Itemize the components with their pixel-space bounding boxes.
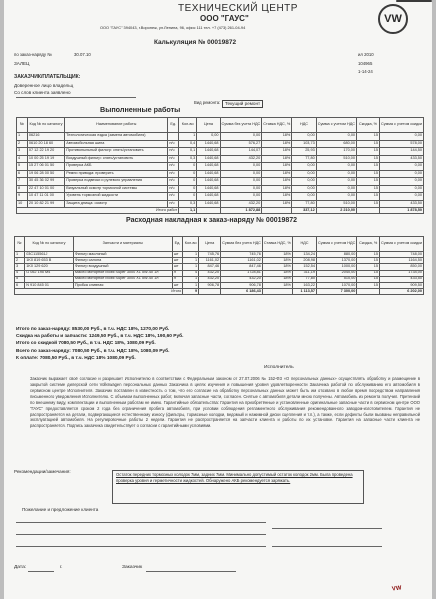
parts-table-cell: Масло моторное Mobil Super 3000 X1 5W-40 1л xyxy=(73,270,172,276)
works-table-cell: 680,00 xyxy=(316,140,356,148)
parts-table-cell: 432,20 xyxy=(221,276,263,282)
works-table-cell: 1440,68 xyxy=(197,200,220,208)
repair-type-value: Текущий ремонт xyxy=(222,100,263,108)
works-table-cell: 0,3 xyxy=(179,200,197,208)
parts-table-cell: 18% xyxy=(262,276,292,282)
works-table-cell: 0,00 xyxy=(379,170,423,178)
works-header-cell: Сумма без учета НДС xyxy=(220,118,262,133)
works-table-cell: 510,00 xyxy=(316,155,356,163)
parts-table-cell: 1 xyxy=(183,258,199,264)
parts-table-cell: 2 xyxy=(15,258,25,264)
works-table-cell: 0 xyxy=(179,185,197,193)
works-table-cell: 144,50 xyxy=(379,148,423,156)
parts-table-cell: 1 xyxy=(183,252,199,258)
works-table-cell: 0,1 xyxy=(179,148,197,156)
works-table-cell: н/ч xyxy=(168,148,179,156)
order-date: 30.07.10 xyxy=(74,52,91,57)
works-table-cell: 0,00 xyxy=(316,133,356,141)
works-table-cell: 0,00 xyxy=(292,193,316,201)
parts-table-cell: 1 xyxy=(183,264,199,270)
parts-table-cell: N 910 845 01 xyxy=(25,282,74,288)
parts-table-cell: 909,50 xyxy=(379,282,423,288)
works-table-cell: 0,00 xyxy=(292,163,316,171)
works-table-cell: 170,00 xyxy=(316,148,356,156)
parts-table-cell: 1K0 129 620 xyxy=(25,264,74,270)
works-table-cell: 510,00 xyxy=(316,200,356,208)
works-table-cell: н/ч xyxy=(168,178,179,186)
parts-table-cell: 18% xyxy=(262,264,292,270)
works-table-cell: 15 xyxy=(357,148,380,156)
works-table-cell: 15 xyxy=(357,200,380,208)
summary-line: Всего по заказ-наряду: 7080,50 Руб., в т.ч. НДС 18%, 1080,09 Руб. xyxy=(16,348,170,354)
customer-proxy: Доверенное лицо владельц xyxy=(14,83,74,88)
recommendations-label: Рекомендации/замечания: xyxy=(14,469,71,474)
parts-table-cell: 510,00 xyxy=(317,276,357,282)
works-table-cell: 22 47 10 01 00 xyxy=(27,185,64,193)
parts-table-cell: 745,76 xyxy=(199,252,221,258)
works-table-cell: 10 00 25 19 19 xyxy=(27,155,64,163)
parts-header-cell: Код № по каталогу xyxy=(25,237,74,252)
works-table-cell: н/ч xyxy=(168,170,179,178)
parts-table-cell: 15 xyxy=(357,258,380,264)
works-table-row xyxy=(17,178,424,186)
works-table-cell: 18% xyxy=(262,185,292,193)
works-table-cell: 0,00 xyxy=(197,133,220,141)
works-table-cell: 576,27 xyxy=(220,140,262,148)
scan-corner-artifact xyxy=(396,0,432,2)
customer-claim: Со слов клиента заявлено xyxy=(14,90,71,95)
parts-total-cell xyxy=(357,289,380,295)
works-total-label: Итого работ xyxy=(17,208,179,214)
works-table-cell: Проверка АКБ xyxy=(65,163,168,171)
works-table-cell: 15 xyxy=(357,155,380,163)
summary-line: Скидка на работы и запчасти: 1249,50 Руб., в т.ч. НДС 18%, 190,60 Руб. xyxy=(16,334,184,340)
works-table-cell: 0 xyxy=(179,193,197,201)
works-table-cell: 0,00 xyxy=(220,133,262,141)
works-table-cell: Технологическая ездка (замена автомобиля) xyxy=(65,133,168,141)
wishes-label: Пожелание и предложение клиента xyxy=(22,507,99,512)
works-total-cell xyxy=(357,208,380,214)
works-table-cell: 0,00 xyxy=(379,178,423,186)
parts-table-cell: 18% xyxy=(262,258,292,264)
parts-table-cell: 15 xyxy=(357,270,380,276)
parts-total-cell xyxy=(262,289,292,295)
parts-total-label: Итого xyxy=(15,289,183,295)
parts-table-cell: 18% xyxy=(262,270,292,276)
parts-table-cell: 432,20 xyxy=(199,270,221,276)
parts-header-cell: Ставка НДС, % xyxy=(262,237,292,252)
works-table-cell: 6 xyxy=(17,170,28,178)
summary-line: К оплате: 7080,50 Руб., в т.ч. НДС 18% 1080,09 Руб. xyxy=(16,355,136,361)
parts-total-cell: 6 202,00 xyxy=(379,289,423,295)
repair-type-label: Вид ремонта: xyxy=(194,100,221,105)
works-table-row xyxy=(17,200,424,208)
works-table-cell: 25,93 xyxy=(292,148,316,156)
parts-table-cell: 880,00 xyxy=(317,252,357,258)
footer-date-label: Дата: xyxy=(14,565,27,570)
works-header-cell: № xyxy=(17,118,28,133)
parts-table-cell: 1070,00 xyxy=(317,282,357,288)
works-table-cell: 18% xyxy=(262,155,292,163)
works-table-cell: 0,00 xyxy=(316,185,356,193)
works-table-cell: Уровень тормозной жидкости xyxy=(65,193,168,201)
parts-table-cell: Фильтр салона xyxy=(73,258,172,264)
works-table-cell: 0610 20 18 60 xyxy=(27,140,64,148)
works-table-row xyxy=(17,133,424,141)
parts-table-cell: 1K0 819 653 B xyxy=(25,258,74,264)
works-table-cell: 18% xyxy=(262,200,292,208)
parts-table-cell: 1728,81 xyxy=(221,270,263,276)
works-table-cell: 0,00 xyxy=(292,170,316,178)
works-table-cell: 0,00 xyxy=(379,193,423,201)
parts-header-cell: НДС xyxy=(292,237,316,252)
parts-table-cell: Масло моторное Mobil Super 3000 X1 5W-40 1л xyxy=(73,276,172,282)
works-table-cell: 0,00 xyxy=(316,170,356,178)
works-table-cell: 0,00 xyxy=(316,193,356,201)
works-table-cell: 06216 xyxy=(27,133,64,141)
header-left-line: ЗАЛЕЦ xyxy=(14,61,30,66)
works-header-cell: Кол-во xyxy=(179,118,197,133)
works-table-cell: 0 xyxy=(179,163,197,171)
parts-table-cell: 311,19 xyxy=(292,270,316,276)
works-table-cell: н/ч xyxy=(168,193,179,201)
parts-table-cell: 847,46 xyxy=(199,264,221,270)
parts-total-cell xyxy=(199,289,221,295)
volkswagen-logo-icon: VW xyxy=(378,4,408,34)
parts-table-cell: 03C115561J xyxy=(25,252,74,258)
works-table-cell: 0,00 xyxy=(379,133,423,141)
works-table-cell: 0,4 xyxy=(179,140,197,148)
header-right-2: 104965 xyxy=(358,61,373,66)
works-table-cell: 0,00 xyxy=(316,163,356,171)
parts-table-cell: 4 xyxy=(183,270,199,276)
parts-table-cell: 15 xyxy=(357,252,380,258)
footer-year: г. xyxy=(60,565,63,570)
parts-table-cell: G 052 195 M4 xyxy=(25,270,74,276)
recommendations-text: Остаток передних тормозных колодок 7мм, задних 7мм. Минимально допустимый остаток колодок 2мм. Была проведена проверка уровня и герметичности жидкостей. Обнаружено АКБ рекомендуется заряжать. xyxy=(116,472,353,484)
agreement-text: Заказчик выражает своё согласие и разрешает Исполнителю в соответствии с Федеральным законом от 27.07.2006 № 152-ФЗ «О персональных данных» осуществлять обработку и размещение в закрытой системе дилерской сети Volkswagen персональных данных Заказчика в целях изучения и повышения уровня удовлетворенности Заказчика работой по обслуживанию его автомобиля в сервисном центре Исполнителя. Заказчик поставлен в известность о том, что его согласие на обработку персональных данных может быть им отозвано в любое время посредством направления письменного уведомления Исполнителю. С объемом выполненных работ, включая запасные части, согласен. Снятые с автомобиля детали мною получены. Автомобиль из ремонта получил. Претензий по внешнему виду, комплектации и выполненным работам не имею. Гарантийные обязательства: Гарантия на приобретённые и установленные оригинальные запасные части в сервисном центре ООО "ГАУС" предоставляется сроком 2 года без ограничения пробега автомобиля, при условии соблюдения регламентного обслуживания рекомендованного заводом-изготовителем. Гарантия не распространяется на детали, подвергающиеся естественному износу (фильтры, тормозные колодки, ведомый и нажимной диски сцепления и т.п.), а также, если дефекты были вызваны неправильной эксплуатацией автомобиля. На регулировочные работы 2 недели. Гарантия не распространяется на запчасти клиента и работы по их установке. Гарантия на запасные части клиента не распространяется. Подпись заказчика свидетельствует о согласии с гарантийными условиями. xyxy=(30,376,420,429)
works-header-cell: Цена xyxy=(197,118,220,133)
parts-header-cell: № xyxy=(15,237,25,252)
works-table xyxy=(16,117,424,214)
parts-table-cell: 1000,00 xyxy=(317,264,357,270)
works-table-cell: 07 12 22 19 20 xyxy=(27,148,64,156)
parts-table-cell: Пробка сливная xyxy=(73,282,172,288)
works-table-row xyxy=(17,148,424,156)
works-table-row xyxy=(17,193,424,201)
parts-table-cell: 15 xyxy=(357,264,380,270)
parts-table-cell: 5 xyxy=(15,276,25,282)
parts-table-cell: шт xyxy=(172,258,182,264)
works-table-cell: 0,00 xyxy=(220,178,262,186)
parts-table-cell: л xyxy=(172,276,182,282)
works-table-cell: 103,73 xyxy=(292,140,316,148)
header-right-3: 1-14-24 xyxy=(358,69,373,74)
works-header-cell: Код № по каталогу xyxy=(27,118,64,133)
parts-table-cell: 1734,00 xyxy=(379,270,423,276)
parts-header-cell: Ед. xyxy=(172,237,182,252)
works-table-row xyxy=(17,170,424,178)
works-table-cell: 15 xyxy=(357,170,380,178)
recommendations-box xyxy=(112,470,364,504)
works-table-cell: 0,00 xyxy=(316,178,356,186)
works-table-row xyxy=(17,140,424,148)
works-table-cell: 0,00 xyxy=(292,133,316,141)
header-right-1: ил 2010 xyxy=(358,52,374,57)
parts-header-cell: Запчасти и материалы xyxy=(73,237,172,252)
works-header-cell: Ставка НДС, % xyxy=(262,118,292,133)
parts-table-cell: 134,24 xyxy=(292,252,316,258)
parts-table-cell: 1161,02 xyxy=(199,258,221,264)
parts-header-cell: Цена xyxy=(199,237,221,252)
works-table-cell: 432,20 xyxy=(220,155,262,163)
parts-table-cell: 2040,00 xyxy=(317,270,357,276)
works-header-cell: Ед. xyxy=(168,118,179,133)
parts-table-cell: 18% xyxy=(262,252,292,258)
parts-table-cell: 77,80 xyxy=(292,276,316,282)
company-name: ООО "ГАУС" xyxy=(200,14,249,23)
parts-table-cell: шт xyxy=(172,252,182,258)
works-table-cell: 15 27 06 01 50 xyxy=(27,163,64,171)
works-table-cell: 433,50 xyxy=(379,200,423,208)
parts-table-cell: Фильтр воздушный xyxy=(73,264,172,270)
parts-table-cell: 432,20 xyxy=(199,276,221,282)
works-title: Выполненные работы xyxy=(100,105,181,114)
works-table-cell: 0,00 xyxy=(379,185,423,193)
works-table-cell: н/ч xyxy=(168,200,179,208)
works-table-cell: 15 xyxy=(357,193,380,201)
parts-header-cell: Сумма без учета НДС xyxy=(221,237,263,252)
works-table-cell: 18% xyxy=(262,193,292,201)
works-total-row xyxy=(17,208,424,214)
works-table-cell: 18% xyxy=(262,170,292,178)
summary-line: Итого со скидкой 7080,50 Руб., в т.ч. НДС 18%, 1080,09 Руб. xyxy=(16,341,156,347)
works-table-cell: 0,00 xyxy=(220,170,262,178)
parts-table-cell: 850,00 xyxy=(379,264,423,270)
parts-table-cell: 1161,02 xyxy=(221,258,263,264)
works-table-cell: 2 xyxy=(17,140,28,148)
works-table-cell: 0 xyxy=(179,170,197,178)
customer-title: ЗАКАЗЧИК/ПЛАТЕЛЬЩИК: xyxy=(14,74,81,80)
parts-header-cell: Сумма с учетом НДС xyxy=(317,237,357,252)
works-total-cell: 1,1 xyxy=(179,208,197,214)
works-total-cell xyxy=(262,208,292,214)
parts-header-cell: Сумма с учетом скидки xyxy=(379,237,423,252)
works-table-cell: 0 xyxy=(179,178,197,186)
works-table-cell: 0,3 xyxy=(179,155,197,163)
works-header-cell: Скидка, % xyxy=(357,118,380,133)
parts-table-cell: 1370,00 xyxy=(317,258,357,264)
works-table-cell: 8 xyxy=(17,185,28,193)
works-table-cell: 15 xyxy=(357,133,380,141)
works-table-cell: 15 xyxy=(357,140,380,148)
works-table-cell: 30 45 36 02 99 xyxy=(27,178,64,186)
works-table-cell: н/ч xyxy=(168,140,179,148)
works-table-row xyxy=(17,163,424,171)
works-table-cell: 18% xyxy=(262,178,292,186)
parts-total-row xyxy=(15,289,424,295)
works-table-row xyxy=(17,155,424,163)
works-table-cell: 0,00 xyxy=(292,178,316,186)
company-address: ООО "ГАУС" 394043, г.Воронеж, ул.Ленина, 96, офис 111 тел. +7 (473) 261-04-94 xyxy=(100,25,246,30)
works-table-cell: 0,00 xyxy=(220,193,262,201)
parts-title: Расходная накладная к заказ-наряду № 00019872 xyxy=(126,217,298,224)
parts-total-cell: 9 xyxy=(183,289,199,295)
parts-table xyxy=(14,236,424,295)
parts-total-cell: 1 113,57 xyxy=(292,289,316,295)
center-title: ТЕХНИЧЕСКИЙ ЦЕНТР xyxy=(178,3,298,14)
works-table-cell: Проверка подвески и рулевого управления xyxy=(65,178,168,186)
works-table-cell: 0,00 xyxy=(379,163,423,171)
works-header-cell: Наименование работы xyxy=(65,118,168,133)
works-table-cell: 19 06 28 00 50 xyxy=(27,170,64,178)
parts-table-cell: 1 xyxy=(183,276,199,282)
works-total-cell: 1 878,50 xyxy=(379,208,423,214)
calc-title: Калькуляция № 00019872 xyxy=(154,39,237,46)
parts-table-cell: 1 xyxy=(15,252,25,258)
works-table-cell: 10 xyxy=(17,200,28,208)
works-header-cell: Сумма с учетом НДС xyxy=(316,118,356,133)
order-date-label: по заказ-наряду № xyxy=(14,52,52,57)
works-table-cell: 15 xyxy=(357,185,380,193)
works-table-cell: 77,80 xyxy=(292,200,316,208)
works-table-cell: 1440,68 xyxy=(197,140,220,148)
works-header-cell: Сумма с учетом скидки xyxy=(379,118,423,133)
parts-table-cell: 163,22 xyxy=(292,282,316,288)
works-table-cell: 1440,68 xyxy=(197,148,220,156)
works-table-cell: Визуальный осмотр тормозной системы xyxy=(65,185,168,193)
parts-table-cell: 906,78 xyxy=(221,282,263,288)
works-table-cell: Противопыльный фильтр: снять/установить xyxy=(65,148,168,156)
works-table-cell: 7 xyxy=(17,178,28,186)
works-table-cell: 1440,68 xyxy=(197,185,220,193)
works-table-cell: 1440,68 xyxy=(197,178,220,186)
works-table-cell: 20 10 82 21 99 xyxy=(27,200,64,208)
parts-table-cell: 906,78 xyxy=(199,282,221,288)
works-table-cell: Защита днища: осмотр xyxy=(65,200,168,208)
works-table-cell: 1440,68 xyxy=(197,163,220,171)
parts-table-cell: 208,98 xyxy=(292,258,316,264)
works-table-cell: 0,00 xyxy=(220,185,262,193)
parts-total-cell: 7 300,00 xyxy=(317,289,357,295)
works-total-cell xyxy=(197,208,220,214)
parts-table-cell: 3 xyxy=(15,264,25,270)
works-table-cell: 18% xyxy=(262,163,292,171)
works-table-cell: Ремни привода: проверить xyxy=(65,170,168,178)
works-table-cell: 1 xyxy=(179,133,197,141)
works-table-cell: н/ч xyxy=(168,185,179,193)
parts-total-cell: 6 186,43 xyxy=(221,289,263,295)
parts-header-cell: Скидка, % xyxy=(357,237,380,252)
parts-table-cell: шт xyxy=(172,282,182,288)
works-table-cell: 433,50 xyxy=(379,155,423,163)
works-table-cell: 15 xyxy=(357,178,380,186)
works-table-cell: 5 xyxy=(17,163,28,171)
order-summary xyxy=(16,326,183,362)
works-table-cell: 18% xyxy=(262,140,292,148)
parts-table-cell: шт xyxy=(172,264,182,270)
parts-table-cell: 745,76 xyxy=(221,252,263,258)
works-table-cell: 18% xyxy=(262,133,292,141)
parts-table-cell: 748,00 xyxy=(379,252,423,258)
executor-label: Исполнитель xyxy=(264,365,294,370)
works-table-cell: 10 47 11 01 00 xyxy=(27,193,64,201)
footer-customer-label: Заказчик xyxy=(122,565,143,570)
parts-table-cell: 15 xyxy=(357,282,380,288)
works-total-cell: 337,12 xyxy=(292,208,316,214)
summary-line: Итого по заказ-наряду: 8530,00 Руб., в т.ч. НДС 18%, 1270,00 Руб. xyxy=(16,327,170,332)
parts-table-cell: 433,50 xyxy=(379,276,423,282)
works-table-cell: 1440,68 xyxy=(197,155,220,163)
works-header-cell: НДС xyxy=(292,118,316,133)
parts-table-cell: л xyxy=(172,270,182,276)
works-table-cell: Автомобильная шина xyxy=(65,140,168,148)
works-table-cell: 0,00 xyxy=(292,185,316,193)
works-table-cell xyxy=(168,133,179,141)
document-page xyxy=(4,0,432,599)
works-table-cell: 4 xyxy=(17,155,28,163)
works-table-cell: 18% xyxy=(262,148,292,156)
works-table-cell: 144,07 xyxy=(220,148,262,156)
works-table-cell: 15 xyxy=(357,163,380,171)
parts-table-cell: 1 xyxy=(183,282,199,288)
parts-table-cell: Фильтр масляный xyxy=(73,252,172,258)
works-table-row xyxy=(17,185,424,193)
works-table-cell: 432,20 xyxy=(220,200,262,208)
works-table-cell: 1440,68 xyxy=(197,193,220,201)
parts-table-cell: 4 xyxy=(15,270,25,276)
parts-table-cell: 847,46 xyxy=(221,264,263,270)
works-table-cell: 1440,68 xyxy=(197,170,220,178)
works-table-cell: 0,00 xyxy=(220,163,262,171)
watermark-logo: VW xyxy=(391,585,403,593)
works-table-cell: н/ч xyxy=(168,163,179,171)
parts-table-cell: 1164,50 xyxy=(379,258,423,264)
works-table-cell: н/ч xyxy=(168,155,179,163)
works-table-cell: Воздушный фильтр: снять/установить xyxy=(65,155,168,163)
works-table-cell: 77,80 xyxy=(292,155,316,163)
works-total-cell: 2 210,00 xyxy=(316,208,356,214)
parts-table-cell: 6 xyxy=(15,282,25,288)
parts-table-cell: 152,54 xyxy=(292,264,316,270)
works-table-cell: 578,00 xyxy=(379,140,423,148)
parts-header-cell: Кол-во xyxy=(183,237,199,252)
works-table-cell: 9 xyxy=(17,193,28,201)
works-total-cell: 1 872,88 xyxy=(220,208,262,214)
parts-table-cell: 18% xyxy=(262,282,292,288)
parts-table-cell: 15 xyxy=(357,276,380,282)
works-table-cell: 1 xyxy=(17,133,28,141)
works-table-cell: 3 xyxy=(17,148,28,156)
